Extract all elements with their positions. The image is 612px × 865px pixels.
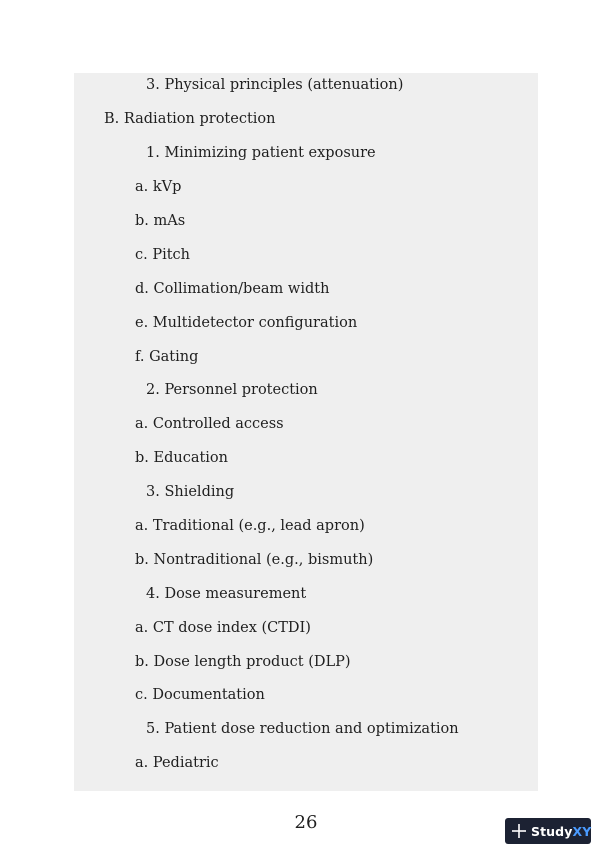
outline-section-heading: B. Radiation protection [104, 111, 276, 127]
studyxy-badge[interactable] [505, 818, 591, 844]
outline-subitem: b. mAs [135, 213, 186, 229]
outline-item: 5. Patient dose reduction and optimization [146, 721, 459, 737]
outline-subitem: e. Multidetector configuration [135, 315, 358, 331]
outline-item: 3. Shielding [146, 484, 235, 500]
brand-name-xy: XY [572, 823, 592, 839]
plus-icon [511, 823, 527, 839]
outline-item: 3. Physical principles (attenuation) [146, 77, 404, 93]
outline-item: 2. Personnel protection [146, 382, 318, 398]
outline-subitem: c. Documentation [135, 687, 265, 703]
outline-subitem: a. kVp [135, 179, 182, 195]
outline-subitem: d. Collimation/beam width [135, 281, 330, 297]
outline-item: 4. Dose measurement [146, 586, 307, 602]
outline-subitem: a. Controlled access [135, 416, 284, 432]
page-number: 26 [294, 812, 318, 833]
brand-name-study: Study [531, 823, 573, 839]
outline-subitem: b. Nontraditional (e.g., bismuth) [135, 552, 374, 568]
outline-subitem: b. Dose length product (DLP) [135, 654, 351, 670]
outline-subitem: a. Traditional (e.g., lead apron) [135, 518, 365, 534]
outline-subitem: f. Gating [135, 349, 199, 365]
outline-item: 1. Minimizing patient exposure [146, 145, 376, 161]
brand-name [531, 824, 591, 839]
outline-subitem: a. CT dose index (CTDI) [135, 620, 311, 636]
outline-subitem: c. Pitch [135, 247, 191, 263]
outline-subitem: a. Pediatric [135, 755, 219, 771]
outline-subitem: b. Education [135, 450, 229, 466]
